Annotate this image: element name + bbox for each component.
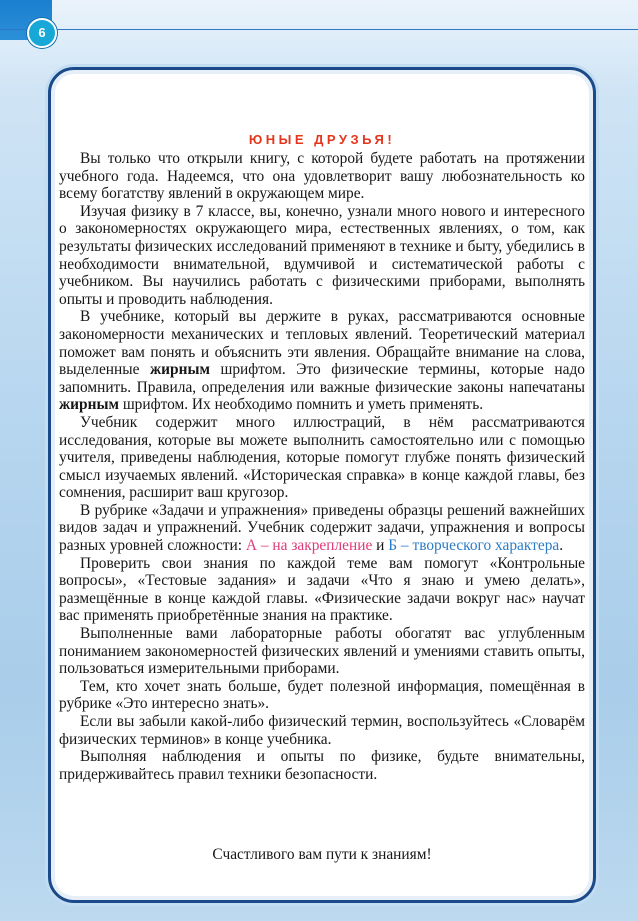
paragraph-5 [59,502,585,555]
paragraph-1: Вы только что открыли книгу, с которой будете работать на протяжении учебного года. Надеемся, что она удовлетворит вашу любознательность ко всему богатству явлений в окружающем мире. [59,150,585,203]
paragraph-3-text-a: В учебнике, который вы держите в руках, рассматриваются основные закономерности механических и тепловых явлений. Теоретический материал поможет вам понять и объяснить эти явления. Обращайте внимание на слова, выделенные [59,308,585,379]
page-heading: ЮНЫЕ ДРУЗЬЯ! [248,132,396,147]
paragraph-5-text: В рубрике «Задачи и упражнения» приведены образцы решений важнейших видов задач и упражнений. Учебник содержит задачи, упражнения и вопросы разных уровней сложности: [59,501,585,555]
body-text [59,150,585,783]
paragraph-10: Выполняя наблюдения и опыты по физике, будьте внимательны, придерживайтесь правил техники безопасности. [59,748,585,783]
page-number: 6 [27,18,57,48]
paragraph-7: Выполненные вами лабораторные работы обогатят вас углубленным пониманием закономерностей физических явлений и умениями ставить опыты, пользоваться измерительными приборами. [59,625,585,678]
paragraph-5-and: и [372,537,389,555]
bold-term-2: жирным [59,396,119,414]
paragraph-9: Если вы забыли какой-либо физический термин, воспользуйтесь «Словарём физических терминов» в конце учебника. [59,713,585,748]
closing-line: Счастливого вам пути к знаниям! [212,846,432,863]
paragraph-2: Изучая физику в 7 классе, вы, конечно, узнали много нового и интересного о закономерностях окружающего мира, естественных явлениях, о том, как результаты физических исследований применяют в технике и быту, убедились в необходимости внимательной, вдумчивой и систематической работы с учебником. Вы научились работать с физическими приборами, выполнять опыты и проводить наблюдения. [59,202,585,308]
level-a-label: А – на закрепление [245,537,373,555]
paragraph-3 [59,308,585,414]
paragraph-3-text-b: шрифтом. Это физические термины, которые надо запомнить. Правила, определения или важные физические законы напечатаны [59,361,586,396]
header-rule [0,29,638,30]
paragraph-3-text-c: шрифтом. Их необходимо помнить и уметь применять. [118,396,484,414]
paragraph-8: Тем, кто хочет знать больше, будет полезной информация, помещённая в рубрике «Это интересно знать». [59,677,585,713]
level-b-label: Б – творческого характера [388,537,560,555]
bold-term-1: жирным [149,361,210,379]
paragraph-4: Учебник содержит много иллюстраций, в нём рассматриваются исследования, которые вы можете выполнить самостоятельно или с помощью учителя, приведены наблюдения, которые помогут глубже понять физический смысл изучаемых явлений. «Историческая справка» в конце каждой главы, без сомнения, расширит ваш кругозор. [59,413,585,502]
paragraph-6: Проверить свои знания по каждой теме вам помогут «Контрольные вопросы», «Тестовые задания» и задачи «Что я знаю и умею делать», размещённые в конце каждой главы. «Физические задачи вокруг нас» научат вас применять приобретённые знания на практике. [59,554,585,625]
paragraph-5-end: . [559,537,564,555]
